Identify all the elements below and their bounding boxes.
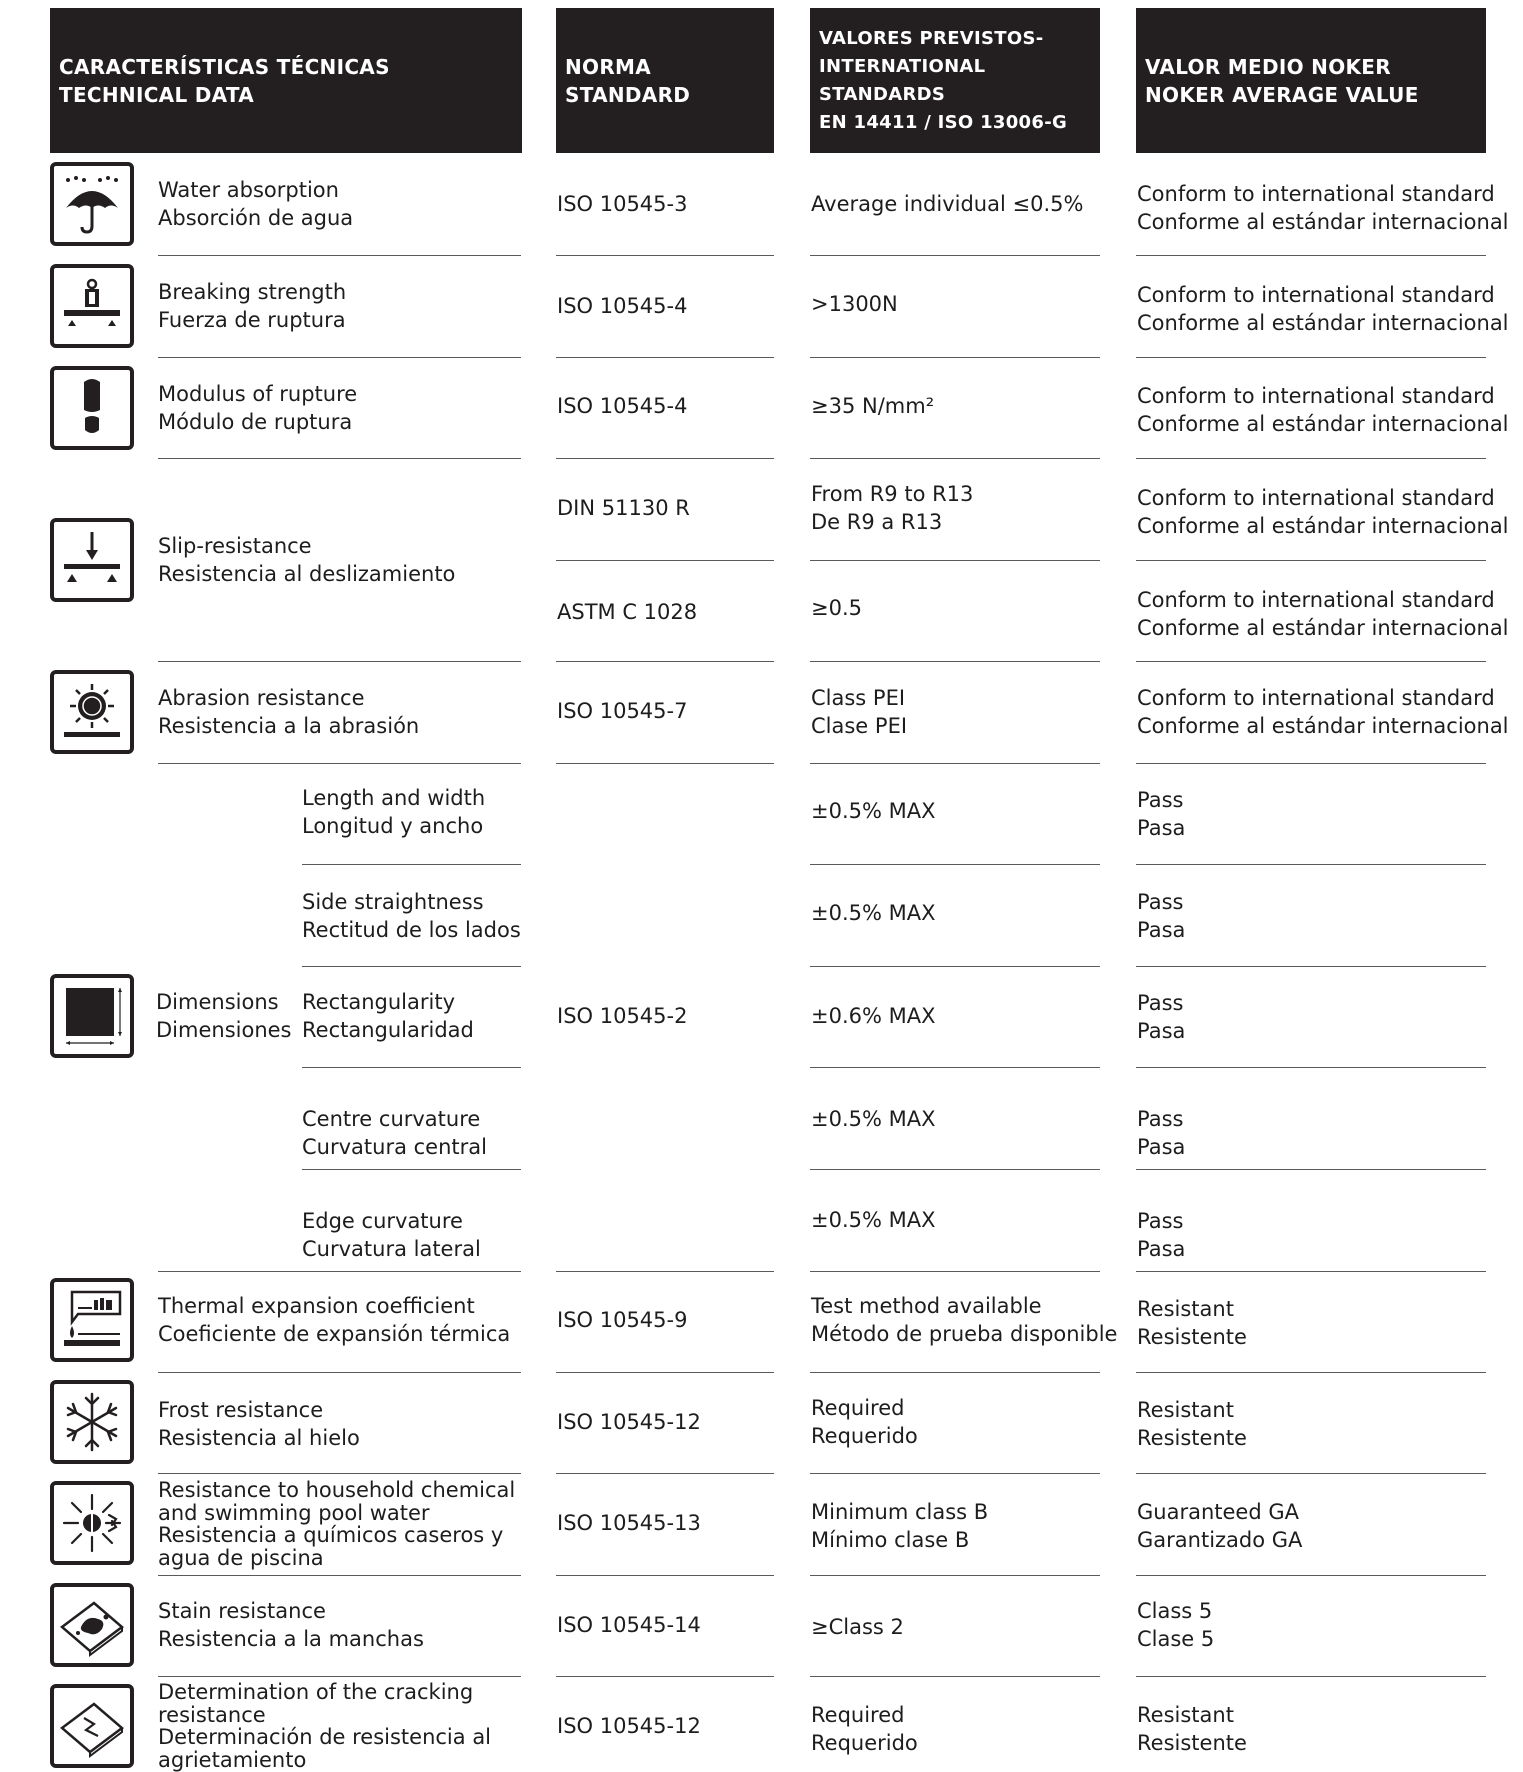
value-en: Test method available	[811, 1294, 1042, 1318]
noker-en: Pass	[1137, 788, 1184, 812]
divider	[158, 1575, 521, 1576]
standard-cell	[557, 162, 687, 246]
value-cell	[811, 1688, 918, 1770]
standard-text: ISO 10545-12	[557, 1410, 701, 1434]
divider	[158, 458, 521, 459]
noker-cell	[1137, 267, 1509, 351]
divider	[810, 560, 1100, 561]
divider	[1136, 560, 1486, 561]
row-name	[158, 670, 419, 754]
divider	[556, 458, 774, 459]
value-en: Required	[811, 1703, 905, 1727]
row-name	[158, 366, 357, 450]
header-noker-average	[1136, 8, 1486, 153]
name-en: Thermal expansion coefficient	[158, 1294, 475, 1318]
sub-name	[302, 1091, 487, 1175]
divider	[158, 255, 521, 256]
divider	[302, 1067, 521, 1068]
divider	[158, 763, 521, 764]
noker-cell	[1137, 1688, 1247, 1770]
value-text: ±0.5% MAX	[811, 799, 936, 823]
noker-en: Guaranteed GA	[1137, 1500, 1299, 1524]
stain-icon	[50, 1583, 134, 1667]
divider	[810, 1067, 1100, 1068]
divider	[1136, 966, 1486, 967]
divider	[810, 864, 1100, 865]
value-en: Required	[811, 1396, 905, 1420]
value-text: ±0.5% MAX	[811, 901, 936, 925]
name-en: Frost resistance	[158, 1398, 324, 1422]
value-cell	[811, 1178, 936, 1262]
divider	[810, 1473, 1100, 1474]
standard-text: ISO 10545-4	[557, 294, 688, 318]
name-es: Dimensiones	[156, 1018, 292, 1042]
divider	[556, 661, 774, 662]
divider	[556, 1473, 774, 1474]
noker-en: Pass	[1137, 890, 1184, 914]
row-name	[158, 518, 455, 602]
noker-en: Conform to international standard	[1137, 283, 1495, 307]
divider	[810, 357, 1100, 358]
noker-es: Conforme al estándar internacional	[1137, 412, 1509, 436]
noker-cell	[1137, 1281, 1247, 1365]
value-cell	[811, 1484, 988, 1568]
standard-text: ASTM C 1028	[557, 600, 698, 624]
header-line: NORMA	[565, 54, 652, 79]
value-cell	[811, 466, 973, 550]
divider	[810, 966, 1100, 967]
divider	[556, 1575, 774, 1576]
noker-en: Resistant	[1137, 1703, 1234, 1727]
name-es: Fuerza de ruptura	[158, 308, 346, 332]
noker-cell	[1137, 572, 1509, 656]
value-cell	[811, 162, 1083, 246]
name-es: agrietamiento	[158, 1747, 307, 1772]
umbrella-icon	[50, 162, 134, 246]
standard-cell	[557, 1380, 701, 1464]
header-international-standards	[810, 8, 1100, 153]
noker-es: Conforme al estándar internacional	[1137, 210, 1509, 234]
divider	[810, 1575, 1100, 1576]
row-name	[158, 1583, 424, 1667]
noker-es: Conforme al estándar internacional	[1137, 714, 1509, 738]
standard-cell	[557, 364, 687, 448]
divider	[810, 1372, 1100, 1373]
value-cell	[811, 1077, 936, 1161]
divider	[1136, 357, 1486, 358]
noker-cell	[1137, 670, 1509, 754]
value-text: ±0.5% MAX	[811, 1107, 936, 1131]
value-text: ≥0.5	[811, 596, 862, 620]
divider	[302, 966, 521, 967]
name-en: Abrasion resistance	[158, 686, 365, 710]
divider	[810, 255, 1100, 256]
value-cell	[811, 670, 907, 754]
divider	[556, 1676, 774, 1677]
noker-en: Conform to international standard	[1137, 588, 1495, 612]
standard-cell	[557, 1583, 701, 1667]
noker-en: Conform to international standard	[1137, 686, 1495, 710]
name-es: Módulo de ruptura	[158, 410, 353, 434]
noker-cell	[1137, 1091, 1185, 1175]
value-cell	[811, 974, 936, 1058]
name-es: Resistencia a la manchas	[158, 1627, 424, 1651]
name-en: Rectangularity	[302, 990, 455, 1014]
standard-text: ISO 10545-2	[557, 1004, 688, 1028]
noker-en: Resistant	[1137, 1297, 1234, 1321]
standard-text: DIN 51130 R	[557, 496, 690, 520]
standard-cell	[557, 1278, 687, 1362]
name-en: Dimensions	[156, 990, 279, 1014]
sub-name	[302, 874, 521, 958]
name-en: Length and width	[302, 786, 486, 810]
chemical-icon	[50, 1481, 134, 1565]
standard-cell	[557, 1481, 701, 1565]
standard-text: ISO 10545-13	[557, 1511, 701, 1535]
name-en: Edge curvature	[302, 1209, 463, 1233]
noker-es: Garantizado GA	[1137, 1528, 1303, 1552]
divider	[556, 1372, 774, 1373]
divider	[1136, 255, 1486, 256]
standard-cell	[557, 1684, 701, 1768]
thermal-icon	[50, 1278, 134, 1362]
name-en: Resistance to household chemical	[158, 1478, 516, 1502]
standard-text: ISO 10545-12	[557, 1714, 701, 1738]
value-es: Método de prueba disponible	[811, 1322, 1118, 1346]
divider	[810, 1169, 1100, 1170]
noker-es: Pasa	[1137, 1019, 1186, 1043]
slip-icon	[50, 518, 134, 602]
divider	[1136, 458, 1486, 459]
header-standard	[556, 8, 774, 153]
row-name	[158, 1681, 491, 1771]
divider	[556, 255, 774, 256]
divider	[158, 1473, 521, 1474]
name-en: Slip-resistance	[158, 534, 312, 558]
name-es: agua de piscina	[158, 1545, 324, 1570]
divider	[1136, 661, 1486, 662]
value-cell	[811, 1585, 904, 1669]
name-es: Longitud y ancho	[302, 814, 484, 838]
divider	[302, 864, 521, 865]
value-cell	[811, 769, 936, 853]
noker-es: Conforme al estándar internacional	[1137, 514, 1509, 538]
name-es: Rectitud de los lados	[302, 918, 521, 942]
name-es: Resistencia a químicos caseros y	[158, 1523, 504, 1547]
value-text: ±0.6% MAX	[811, 1004, 936, 1028]
name-es: Curvatura central	[302, 1135, 487, 1159]
value-text: ≥Class 2	[811, 1615, 904, 1639]
value-cell	[811, 1278, 1117, 1362]
header-technical-data	[50, 8, 522, 153]
value-en: From R9 to R13	[811, 482, 974, 506]
divider	[810, 763, 1100, 764]
standard-text: ISO 10545-9	[557, 1308, 688, 1332]
row-name	[158, 1278, 510, 1362]
name-es: Curvatura lateral	[302, 1237, 481, 1261]
value-en: Minimum class B	[811, 1500, 989, 1524]
noker-en: Class 5	[1137, 1599, 1213, 1623]
value-cell	[811, 1380, 918, 1464]
name-en: Modulus of rupture	[158, 382, 358, 406]
name-en: Centre curvature	[302, 1107, 481, 1131]
standard-cell	[557, 570, 697, 654]
standard-cell	[557, 264, 687, 348]
row-name	[158, 1479, 515, 1569]
noker-es: Resistente	[1137, 1731, 1247, 1755]
noker-en: Pass	[1137, 1209, 1184, 1233]
standard-text: ISO 10545-4	[557, 394, 688, 418]
noker-es: Pasa	[1137, 1237, 1186, 1261]
divider	[1136, 763, 1486, 764]
row-name	[158, 264, 346, 348]
value-es: Mínimo clase B	[811, 1528, 970, 1552]
divider	[556, 763, 774, 764]
divider	[556, 560, 774, 561]
header-line: INTERNATIONAL STANDARDS	[819, 55, 986, 105]
header-line: STANDARD	[565, 82, 691, 107]
value-es: De R9 a R13	[811, 510, 943, 534]
footprint-icon	[50, 366, 134, 450]
header-line: NOKER AVERAGE VALUE	[1145, 82, 1419, 107]
divider	[1136, 1676, 1486, 1677]
value-es: Clase PEI	[811, 714, 908, 738]
value-cell	[811, 566, 862, 650]
name-es: Resistencia al deslizamiento	[158, 562, 456, 586]
header-line: VALORES PREVISTOS-	[819, 27, 1044, 49]
noker-es: Pasa	[1137, 816, 1186, 840]
divider	[158, 661, 521, 662]
divider	[1136, 1271, 1486, 1272]
dimensions-icon	[50, 974, 134, 1058]
divider	[810, 1676, 1100, 1677]
weight-icon	[50, 264, 134, 348]
noker-es: Resistente	[1137, 1426, 1247, 1450]
name-es: Coeficiente de expansión térmica	[158, 1322, 511, 1346]
noker-cell	[1137, 1382, 1247, 1466]
standard-cell	[557, 466, 690, 550]
noker-cell	[1137, 1193, 1185, 1277]
value-text: ≥35 N/mm²	[811, 394, 935, 418]
name-es: Absorción de agua	[158, 206, 354, 230]
value-es: Requerido	[811, 1424, 918, 1448]
divider	[1136, 864, 1486, 865]
name-en: Side straightness	[302, 890, 484, 914]
name-es: Resistencia a la abrasión	[158, 714, 420, 738]
divider	[1136, 1473, 1486, 1474]
divider	[158, 1372, 521, 1373]
name-en: and swimming pool water	[158, 1500, 430, 1525]
noker-es: Clase 5	[1137, 1627, 1215, 1651]
value-en: Class PEI	[811, 686, 906, 710]
abrasion-icon	[50, 670, 134, 754]
noker-cell	[1137, 975, 1185, 1059]
value-text: Average individual ≤0.5%	[811, 192, 1084, 216]
divider	[810, 661, 1100, 662]
noker-en: Resistant	[1137, 1398, 1234, 1422]
name-en: Determination of the cracking	[158, 1680, 474, 1704]
name-en: Breaking strength	[158, 280, 347, 304]
name-es: Determinación de resistencia al	[158, 1725, 492, 1749]
row-name	[158, 1382, 360, 1466]
snowflake-icon	[50, 1380, 134, 1464]
noker-en: Conform to international standard	[1137, 182, 1495, 206]
noker-es: Resistente	[1137, 1325, 1247, 1349]
divider	[556, 357, 774, 358]
header-line: CARACTERÍSTICAS TÉCNICAS	[59, 54, 390, 79]
header-line: EN 14411 / ISO 13006-G	[819, 111, 1068, 133]
noker-cell	[1137, 772, 1185, 856]
noker-en: Pass	[1137, 1107, 1184, 1131]
value-cell	[811, 871, 936, 955]
sub-name	[302, 1193, 481, 1277]
name-en: Water absorption	[158, 178, 339, 202]
divider	[158, 1676, 521, 1677]
noker-cell	[1137, 1583, 1214, 1667]
value-cell	[811, 262, 898, 346]
value-text: >1300N	[811, 292, 898, 316]
name-es: Rectangularidad	[302, 1018, 474, 1042]
row-name	[156, 974, 292, 1058]
name-en: resistance	[158, 1702, 266, 1727]
divider	[810, 458, 1100, 459]
divider	[1136, 1372, 1486, 1373]
noker-es: Pasa	[1137, 1135, 1186, 1159]
header-line: VALOR MEDIO NOKER	[1145, 54, 1391, 79]
noker-en: Conform to international standard	[1137, 486, 1495, 510]
divider	[1136, 1169, 1486, 1170]
divider	[158, 1271, 521, 1272]
noker-es: Conforme al estándar internacional	[1137, 311, 1509, 335]
standard-text: ISO 10545-7	[557, 699, 688, 723]
divider	[556, 1271, 774, 1272]
noker-cell	[1137, 874, 1185, 958]
noker-es: Pasa	[1137, 918, 1186, 942]
standard-cell	[557, 669, 687, 753]
divider	[302, 1169, 521, 1170]
value-es: Requerido	[811, 1731, 918, 1755]
name-es: Resistencia al hielo	[158, 1426, 360, 1450]
divider	[810, 1271, 1100, 1272]
noker-cell	[1137, 1484, 1302, 1568]
standard-text: ISO 10545-14	[557, 1613, 701, 1637]
header-line: TECHNICAL DATA	[59, 82, 255, 107]
noker-en: Pass	[1137, 991, 1184, 1015]
noker-cell	[1137, 470, 1509, 554]
divider	[158, 357, 521, 358]
row-name	[158, 162, 353, 246]
noker-cell	[1137, 368, 1509, 452]
crack-icon	[50, 1684, 134, 1768]
noker-en: Conform to international standard	[1137, 384, 1495, 408]
divider	[1136, 1575, 1486, 1576]
sub-name	[302, 974, 474, 1058]
noker-es: Conforme al estándar internacional	[1137, 616, 1509, 640]
value-text: ±0.5% MAX	[811, 1208, 936, 1232]
standard-text: ISO 10545-3	[557, 192, 688, 216]
standard-cell	[557, 974, 687, 1058]
sub-name	[302, 770, 485, 854]
name-en: Stain resistance	[158, 1599, 326, 1623]
noker-cell	[1137, 166, 1509, 250]
divider	[1136, 1067, 1486, 1068]
value-cell	[811, 364, 934, 448]
